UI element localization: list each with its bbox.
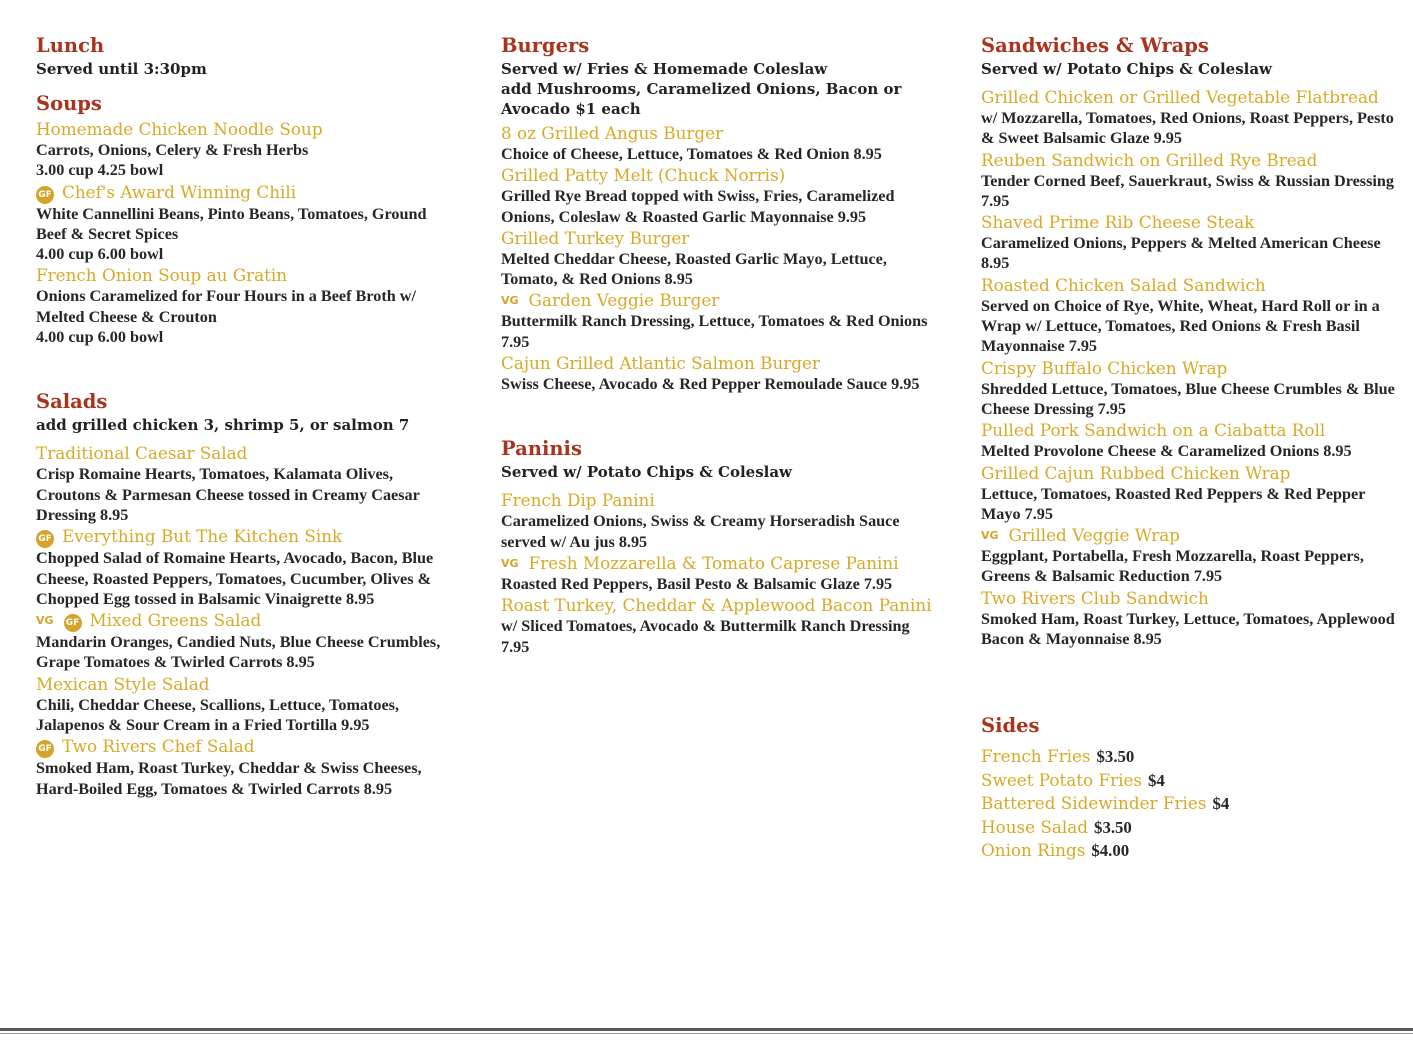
- sandwiches-section: [981, 33, 1401, 649]
- menu-item-description: Onions Caramelized for Four Hours in a Beef Broth w/ Melted Cheese & Crouton 4.00 cup 6.00 bowl: [36, 287, 416, 347]
- menu-item-name: [981, 212, 1401, 233]
- menu-item: [501, 353, 941, 394]
- salads-section: [36, 389, 456, 799]
- menu-item-name: [501, 353, 941, 374]
- menu-item: [36, 265, 456, 347]
- menu-item-name: [981, 358, 1401, 379]
- salads-items: [36, 443, 456, 799]
- side-item-name: House Salad: [981, 816, 1089, 837]
- sides-items: [981, 745, 1401, 863]
- menu-item-description: Eggplant, Portabella, Fresh Mozzarella, Roast Peppers, Greens & Balsamic Reduction 7.95: [981, 547, 1364, 586]
- menu-item: [981, 87, 1401, 149]
- menu-item-name: [36, 119, 456, 140]
- menu-item-description: Shredded Lettuce, Tomatoes, Blue Cheese Crumbles & Blue Cheese Dressing 7.95: [981, 379, 1395, 418]
- menu-item-description: Carrots, Onions, Celery & Fresh Herbs 3.00 cup 4.25 bowl: [36, 141, 309, 180]
- menu-column-left: [36, 33, 456, 800]
- sandwiches-items: [981, 87, 1401, 649]
- vegetarian-icon: VG: [36, 614, 54, 628]
- lunch-section: [36, 33, 456, 79]
- menu-item-name: [501, 553, 941, 574]
- menu-item-description: Roasted Red Peppers, Basil Pesto & Balsamic Glaze 7.95: [501, 574, 893, 593]
- menu-item-name-text: French Onion Soup au Gratin: [36, 265, 288, 286]
- menu-item-description: Caramelized Onions, Swiss & Creamy Horseradish Sauce served w/ Au jus 8.95: [501, 512, 900, 551]
- menu-item-description: Smoked Ham, Roast Turkey, Lettuce, Tomatoes, Applewood Bacon & Mayonnaise 8.95: [981, 609, 1395, 649]
- side-item-price: $3.50: [1096, 747, 1135, 767]
- gluten-free-icon: GF: [36, 186, 54, 204]
- side-item-name: Battered Sidewinder Fries: [981, 793, 1207, 814]
- menu-item: [981, 463, 1401, 525]
- paninis-subtitle: Served w/ Potato Chips & Coleslaw: [501, 463, 792, 482]
- menu-item-name-text: Chef's Award Winning Chili: [62, 181, 297, 202]
- menu-item-name-text: 8 oz Grilled Angus Burger: [501, 123, 724, 143]
- sides-section: [981, 713, 1401, 863]
- menu-item-description: Choice of Cheese, Lettuce, Tomatoes & Red Onion 8.95: [501, 145, 882, 163]
- menu-item-name-text: Everything But The Kitchen Sink: [62, 526, 343, 547]
- menu-item-name-text: Grilled Patty Melt (Chuck Norris): [501, 165, 786, 186]
- menu-item-name: [501, 490, 941, 511]
- side-item-name: French Fries: [981, 746, 1091, 767]
- menu-item-name: [501, 595, 941, 616]
- burgers-subtitle: Served w/ Fries & Homemade Coleslaw add Mushrooms, Caramelized Onions, Bacon or Avocado $1 each: [501, 60, 902, 118]
- menu-item: [501, 165, 941, 227]
- salads-subtitle: add grilled chicken 3, shrimp 5, or salmon 7: [36, 416, 410, 435]
- sandwiches-subtitle: Served w/ Potato Chips & Coleslaw: [981, 60, 1272, 78]
- menu-item-description: Lettuce, Tomatoes, Roasted Red Peppers & Red Pepper Mayo 7.95: [981, 484, 1366, 523]
- menu-item-description: Buttermilk Ranch Dressing, Lettuce, Tomatoes & Red Onions 7.95: [501, 312, 928, 351]
- salads-title: Salads: [36, 390, 108, 414]
- menu-item: [36, 526, 456, 609]
- menu-item-description: Served on Choice of Rye, White, Wheat, Hard Roll or in a Wrap w/ Lettuce, Tomatoes, Red Onions & Fresh Basil Mayonnaise 7.95: [981, 296, 1380, 356]
- menu-item-name-text: Traditional Caesar Salad: [36, 443, 248, 464]
- side-item-name: Sweet Potato Fries: [981, 769, 1143, 790]
- menu-item-name: [981, 275, 1401, 296]
- burgers-section: [501, 33, 941, 394]
- menu-item: [981, 150, 1401, 212]
- side-item: [981, 745, 1401, 769]
- menu-item-name-text: Roasted Chicken Salad Sandwich: [981, 274, 1266, 295]
- menu-item-description: Swiss Cheese, Avocado & Red Pepper Remoulade Sauce 9.95: [501, 375, 920, 394]
- menu-item-description: Tender Corned Beef, Sauerkraut, Swiss & Russian Dressing 7.95: [981, 171, 1394, 210]
- vegetarian-icon: VG: [501, 556, 519, 570]
- menu-item-name-text: Mexican Style Salad: [36, 673, 210, 694]
- bottom-rule: [0, 1028, 1413, 1031]
- burgers-items: [501, 123, 941, 394]
- menu-item-description: Mandarin Oranges, Candied Nuts, Blue Cheese Crumbles, Grape Tomatoes & Twirled Carrots 8.95: [36, 633, 441, 672]
- vegetarian-icon: VG: [981, 529, 999, 543]
- menu-column-middle: [501, 33, 941, 658]
- menu-item-name-text: Shaved Prime Rib Cheese Steak: [981, 212, 1255, 233]
- menu-item-name: [36, 443, 456, 464]
- menu-item-name-text: Cajun Grilled Atlantic Salmon Burger: [501, 353, 821, 374]
- menu-item-description: Melted Cheddar Cheese, Roasted Garlic Mayo, Lettuce, Tomato, & Red Onions 8.95: [501, 249, 887, 289]
- soups-items: [36, 119, 456, 347]
- menu-item: [36, 182, 456, 265]
- menu-item-name-text: Two Rivers Chef Salad: [62, 736, 255, 757]
- menu-item: [501, 123, 941, 164]
- menu-item-name: [501, 228, 941, 249]
- side-item-price: $4.00: [1091, 841, 1130, 861]
- menu-item-name-text: Grilled Cajun Rubbed Chicken Wrap: [981, 462, 1291, 483]
- side-item: [981, 792, 1401, 816]
- menu-item-description: White Cannellini Beans, Pinto Beans, Tomatoes, Ground Beef & Secret Spices 4.00 cup 6.00 bowl: [36, 204, 427, 264]
- side-item-price: $4: [1148, 770, 1165, 790]
- menu-item-name-text: Reuben Sandwich on Grilled Rye Bread: [981, 149, 1318, 170]
- menu-item-name-text: Crispy Buffalo Chicken Wrap: [981, 357, 1228, 378]
- menu-item-name: [36, 736, 456, 758]
- menu-item: [981, 275, 1401, 357]
- menu-item-name-text: Roast Turkey, Cheddar & Applewood Bacon Panini: [501, 595, 932, 616]
- side-item: [981, 769, 1401, 793]
- menu-item-description: w/ Mozzarella, Tomatoes, Red Onions, Roast Peppers, Pesto & Sweet Balsamic Glaze 9.95: [981, 109, 1394, 148]
- menu-item-name-text: Grilled Turkey Burger: [501, 227, 690, 248]
- menu-item-name-text: Two Rivers Club Sandwich: [981, 587, 1209, 608]
- paninis-items: [501, 490, 941, 656]
- menu-item-name: [501, 123, 941, 144]
- menu-item-description: Grilled Rye Bread topped with Swiss, Fries, Caramelized Onions, Coleslaw & Roasted Garlic Mayonnaise 9.95: [501, 187, 895, 226]
- menu-item-name: [981, 420, 1401, 441]
- gluten-free-icon: GF: [36, 530, 54, 548]
- menu-item: [981, 358, 1401, 420]
- menu-item-name-text: Pulled Pork Sandwich on a Ciabatta Roll: [981, 420, 1326, 441]
- menu-item-name: [36, 674, 456, 695]
- menu-item: [501, 553, 941, 594]
- menu-item: [501, 595, 941, 657]
- menu-item: [36, 443, 456, 525]
- menu-item-description: w/ Sliced Tomatoes, Avocado & Buttermilk Ranch Dressing 7.95: [501, 617, 910, 656]
- menu-item-name-text: Fresh Mozzarella & Tomato Caprese Panini: [528, 552, 899, 573]
- lunch-subtitle: Served until 3:30pm: [36, 60, 207, 78]
- soups-title: Soups: [36, 92, 102, 115]
- menu-item: [501, 490, 941, 552]
- menu-item-description: Caramelized Onions, Peppers & Melted American Cheese 8.95: [981, 234, 1381, 273]
- menu-item-name-text: Homemade Chicken Noodle Soup: [36, 119, 323, 139]
- menu-item-name: [501, 165, 941, 186]
- gluten-free-icon: GF: [36, 740, 54, 758]
- menu-item-name-text: Grilled Veggie Wrap: [1008, 525, 1180, 546]
- side-item: [981, 839, 1401, 863]
- menu-item-description: Melted Provolone Cheese & Caramelized Onions 8.95: [981, 442, 1352, 461]
- menu-item: [501, 290, 941, 352]
- menu-column-right: [981, 33, 1401, 863]
- soups-section: [36, 91, 456, 347]
- menu-item-description: Chili, Cheddar Cheese, Scallions, Lettuce, Tomatoes, Jalapenos & Sour Cream in a Fried Tortilla 9.95: [36, 695, 400, 735]
- menu-item-name: [36, 182, 456, 204]
- menu-item: [36, 736, 456, 799]
- menu-item-name: [36, 610, 456, 632]
- menu-item-name: [981, 150, 1401, 171]
- side-item-price: $4: [1212, 794, 1230, 814]
- menu-item: [36, 119, 456, 181]
- lunch-title: Lunch: [36, 34, 105, 57]
- menu-item-name-text: Mixed Greens Salad: [89, 610, 262, 631]
- sandwiches-title: Sandwiches & Wraps: [981, 34, 1209, 57]
- menu-item-name: [981, 463, 1401, 484]
- vegetarian-icon: VG: [501, 294, 519, 308]
- paninis-section: [501, 436, 941, 656]
- menu-item-name-text: French Dip Panini: [501, 490, 655, 511]
- menu-item-description: Chopped Salad of Romaine Hearts, Avocado, Bacon, Blue Cheese, Roasted Peppers, Tomatoes, Cucumber, Olives & Chopped Egg tossed in Balsamic Vinaigrette 8.95: [36, 549, 434, 608]
- menu-item: [981, 588, 1401, 650]
- menu-item-name: [36, 265, 456, 286]
- menu-item-name: [981, 588, 1401, 609]
- side-item-price: $3.50: [1094, 817, 1132, 837]
- side-item: [981, 816, 1401, 840]
- menu-item-name-text: Garden Veggie Burger: [528, 290, 720, 311]
- menu-item-description: Crisp Romaine Hearts, Tomatoes, Kalamata Olives, Croutons & Parmesan Cheese tossed in Creamy Caesar Dressing 8.95: [36, 465, 420, 524]
- menu-item-name-text: Grilled Chicken or Grilled Vegetable Flatbread: [981, 87, 1379, 107]
- menu-item-name: [36, 526, 456, 548]
- menu-item-name: [981, 525, 1401, 546]
- menu-item: [36, 674, 456, 736]
- burgers-title: Burgers: [501, 34, 590, 57]
- menu-item-name: [501, 290, 941, 311]
- sides-title: Sides: [981, 714, 1040, 738]
- menu-item: [36, 610, 456, 673]
- menu-item: [981, 212, 1401, 274]
- menu-item: [501, 228, 941, 290]
- gluten-free-icon: GF: [64, 614, 82, 632]
- paninis-title: Paninis: [501, 437, 582, 461]
- menu-item-description: Smoked Ham, Roast Turkey, Cheddar & Swiss Cheeses, Hard-Boiled Egg, Tomatoes & Twirled Carrots 8.95: [36, 759, 422, 798]
- menu-item: [981, 420, 1401, 461]
- menu-item: [981, 525, 1401, 587]
- bottom-rule-thin: [0, 1033, 1413, 1034]
- side-item-name: Onion Rings: [981, 840, 1086, 861]
- menu-item-name: [981, 87, 1401, 108]
